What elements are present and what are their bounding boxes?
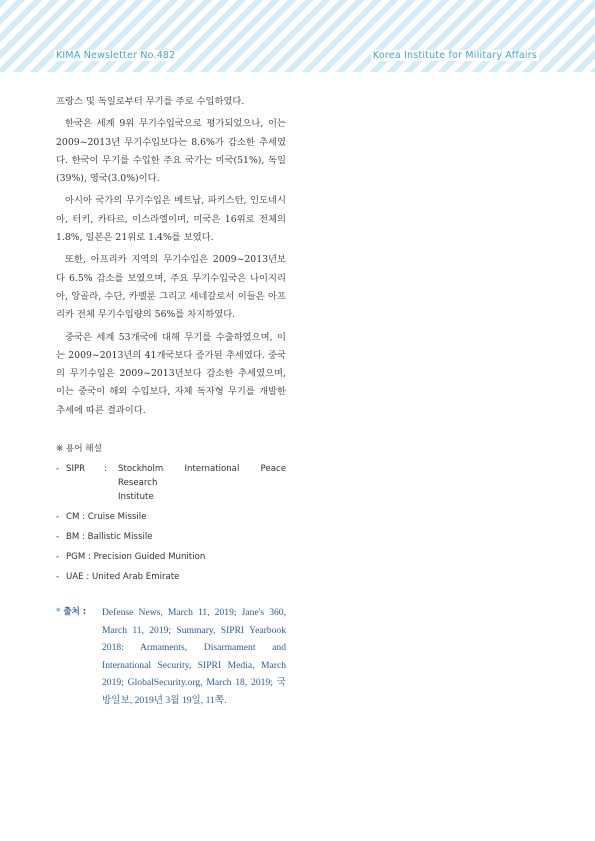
glossary-value: [118, 462, 286, 504]
glossary-dash: -: [56, 552, 60, 563]
asterisk-icon: *: [56, 607, 61, 618]
paragraph-5: 중국은 세계 53개국에 대해 무기를 수출하였으며, 이는 2009~2013년의 41개국보다 증가된 추세였다. 중국의 무기수입은 2009~2013년보다 감소한 추세였으며, 이는 중국이 해외 수입보다, 자체 독자형 무기를 개발한 추세에 따른 결과이다.: [56, 331, 286, 416]
glossary-dash: -: [56, 532, 60, 543]
glossary-text: PGM : Precision Guided Munition: [66, 552, 206, 563]
glossary-dash: -: [56, 512, 60, 523]
glossary-item: [56, 530, 286, 544]
glossary-value-line1: Stockholm International Peace Research: [118, 464, 286, 489]
glossary-item: [56, 570, 286, 584]
source-label: [56, 604, 102, 709]
source-citation: [56, 604, 286, 709]
glossary-item: [56, 462, 286, 504]
glossary-text: BM : Ballistic Missile: [66, 532, 153, 543]
institute-name: Korea Institute for Military Affairs: [372, 50, 537, 61]
source-text: Defense News, March 11, 2019; Jane's 360, March 11, 2019; Summary, SIPRI Yearbook 2018: Armaments, Disarmament and International Security, SIPRI Media, March 2019; GlobalSecurity.org, March 18, 2019; 국방일보, 2019년 3월 19일, 11쪽.: [102, 607, 286, 706]
glossary-key: SIPR: [66, 464, 86, 475]
paragraph-4: 또한, 아프리카 지역의 무기수입은 2009~2013년보다 6.5% 감소를 보였으며, 주요 무기수입국은 나이지리아, 앙골라, 수단, 카멜룬 그리고 세네갈로서 이들은 아프리카 전체 무기수입량의 56%를 차지하였다.: [56, 254, 286, 321]
glossary-title: ※ 용어 해설: [56, 444, 102, 455]
header-banner: [0, 0, 595, 72]
paragraph-2: 한국은 세계 9위 무기수입국으로 평가되었으나, 이는 2009~2013년 무기수입보다는 8.6%가 감소한 추세였다. 한국이 무기를 수입한 주요 국가는 미국(51%), 독일(39%), 영국(3.0%)이다.: [56, 118, 286, 185]
paragraph-1: 프랑스 및 독일로부터 무기를 주로 수입하였다.: [56, 96, 245, 107]
glossary-text: UAE : United Arab Emirate: [66, 572, 180, 583]
paragraph-3: 아시아 국가의 무기수입은 베트남, 파키스탄, 인도네시아, 터키, 카타르, 이스라엘이며, 미국은 16위로 전체의 1.8%, 일본은 21위로 1.4%를 보였다.: [56, 195, 286, 244]
source-label-text: 출처 :: [63, 607, 87, 618]
glossary-value-line2: Institute: [118, 492, 154, 503]
glossary-dash: -: [56, 464, 60, 475]
main-content: [56, 93, 286, 709]
glossary-item: [56, 550, 286, 564]
newsletter-title: KIMA Newsletter No.482: [56, 50, 176, 61]
glossary-sep: :: [104, 464, 107, 475]
glossary-text: CM : Cruise Missile: [66, 512, 147, 523]
glossary-item: [56, 510, 286, 524]
glossary-dash: -: [56, 572, 60, 583]
glossary: [56, 442, 286, 584]
